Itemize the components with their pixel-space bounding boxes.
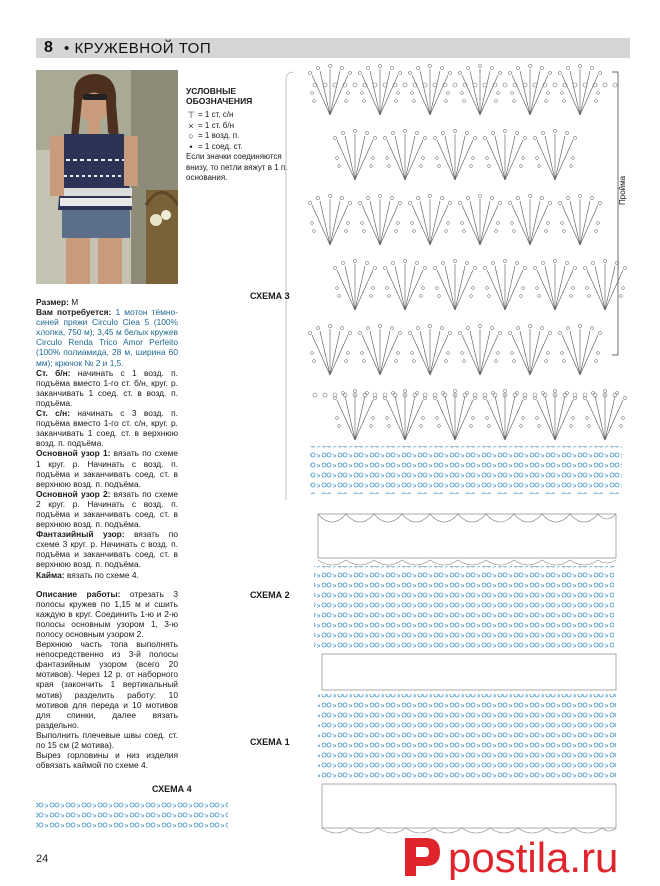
scheme-4-label: СХЕМА 4 xyxy=(152,784,192,794)
legend-item: • = 1 соед. ст. xyxy=(186,142,290,153)
page-number: 24 xyxy=(36,853,49,865)
scheme-2-chart xyxy=(314,560,616,690)
scheme-4-chart xyxy=(36,800,228,828)
watermark-text: postila.ru xyxy=(448,834,619,880)
scheme-2-label: СХЕМА 2 xyxy=(250,590,290,600)
chain-stitch-icon: ○ xyxy=(188,131,194,141)
scheme-1-label: СХЕМА 1 xyxy=(250,737,290,747)
double-crochet-icon: ⊤ xyxy=(187,110,195,120)
legend-title: УСЛОВНЫЕ ОБОЗНАЧЕНИЯ xyxy=(186,86,253,106)
legend-item: × = 1 ст. б/н xyxy=(186,121,290,132)
scheme-1-chart xyxy=(318,694,616,833)
armhole-label: Пройма xyxy=(618,175,627,205)
legend-item: ⊤ = 1 ст. с/н xyxy=(187,110,234,120)
instructions-text: Размер: M Вам потребуется: 1 мотон тёмно-синей пряжи Circulo Clea 5 (100% хлопка, 750 м), 3,45 м белых кружев Circulo Renda Trico Amor Perfeito (100% полиамида, 28 м, ширина 60 мм); крючок № 2 и 1,5. Ст. б/н: начинать с 1 возд. п. подъёма вместо 1-го ст. б/н, круг. р. заканчивать 1 соед. ст. в возд. п. подъёма. Ст. с/н: начинать с 3 возд. п. подъёма вместо 1-го ст. с/н, круг. р. заканчивать 1 соед. ст. в верхнюю возд. п. подъёма. Основной узор 1: вязать по схеме 1 круг. р. Начинать с возд. п. подъёма и заканчивать соед. ст. в верхнюю возд. п. подъёма. Основной узор 2: вязать по схеме 2 круг. р. Начинать с возд. п. подъёма и заканчивать соед. ст. в верхнюю возд. п. подъёма. Фантазийный узор: вязать по схеме 3 круг. р. Начинать с возд. п. подъёма и заканчивать соед. ст. в верхнюю возд. п. подъёма. Кайма: вязать по схеме 4. Описание работы: отрезать 3 полосы кружев по 1,15 м и сшить каждую в круг. Соединить 1-ю и 2-ю полосы основным узором 1, 3-ю полосу основным узором 2. Верхнюю часть топа выполнять непосредственно из 3-й полосы фантазийным узором (всего 20 мотивов). Через 12 р. от наборного края (закончить 1 вертикальный мотив) разделить работу: 10 мотивов для переда и 10 мотивов для спинки, далее вязать раздельно. Выполнить плечевые швы соед. ст. по 15 см (2 мотива). Вырез горловины и низ изделия обвязать каймой по схеме 4. xyxy=(36,297,179,771)
section-number: 8 xyxy=(44,39,53,56)
single-crochet-icon: × xyxy=(188,120,194,131)
lace-band xyxy=(318,514,616,558)
scheme-3-chart xyxy=(308,64,626,494)
postila-watermark xyxy=(400,830,650,880)
legend-item: ○ = 1 возд. п. xyxy=(186,131,290,142)
scheme-3-label: СХЕМА 3 xyxy=(250,291,290,301)
slip-stitch-icon: • xyxy=(189,141,193,152)
page-title: • КРУЖЕВНОЙ ТОП xyxy=(64,40,212,57)
postila-logo-icon xyxy=(405,838,440,876)
legend-note: Если значки соединяются внизу, то петли вяжут в 1 п. основания. xyxy=(186,152,288,182)
